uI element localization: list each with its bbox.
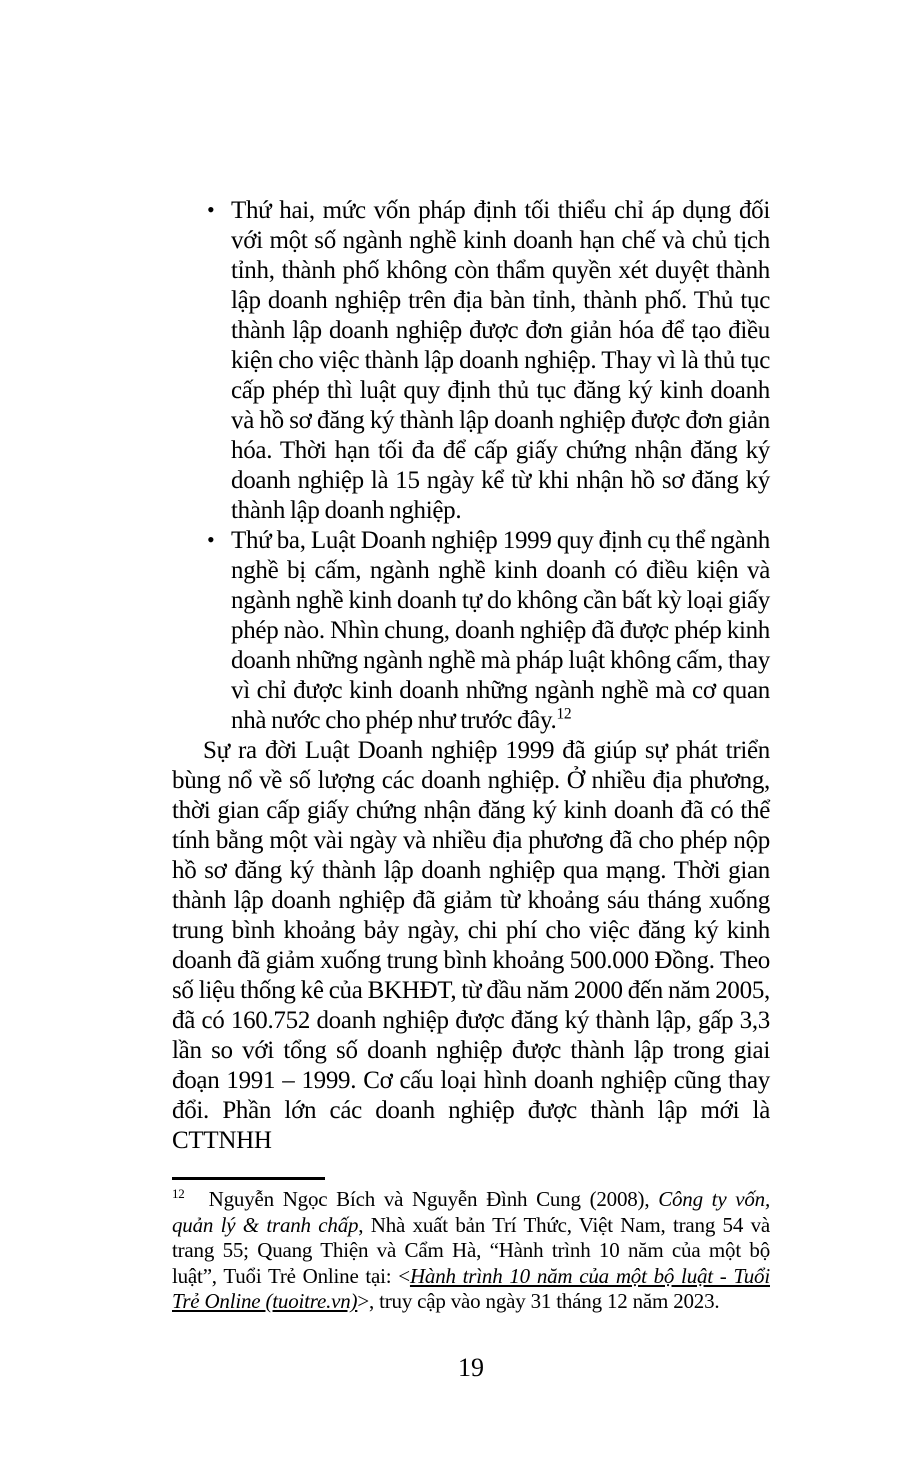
- footnote-ref: 12: [556, 705, 572, 723]
- footnote: [172, 1177, 770, 1315]
- page-number: 19: [458, 1353, 484, 1382]
- bullet-icon: •: [207, 197, 215, 222]
- footnote-marker: 12: [172, 1186, 185, 1201]
- bullet-list: [172, 196, 770, 736]
- page-body: [172, 196, 770, 1156]
- footnote-book-title: Công ty vốn, quản lý & tranh chấp: [172, 1187, 770, 1237]
- footnote-segment: Nguyễn Ngọc Bích và Nguyễn Đình Cung (2008),: [208, 1187, 659, 1211]
- bullet-icon: •: [207, 527, 215, 552]
- footnote-divider: [172, 1177, 325, 1180]
- footnote-text: [172, 1187, 770, 1315]
- body-paragraph: Sự ra đời Luật Doanh nghiệp 1999 đã giúp sự phát triển bùng nổ về số lượng các doanh nghiệp. Ở nhiều địa phương, thời gian cấp giấy chứng nhận đăng ký kinh doanh đã có thể tính bằng một vài ngày và nhiều địa phương đã cho phép nộp hồ sơ đăng ký thành lập doanh nghiệp qua mạng. Thời gian thành lập doanh nghiệp đã giảm từ khoảng sáu tháng xuống trung bình khoảng bảy ngày, chi phí cho việc đăng ký kinh doanh đã giảm xuống trung bình khoảng 500.000 Đồng. Theo số liệu thống kê của BKHĐT, từ đầu năm 2000 đến năm 2005, đã có 160.752 doanh nghiệp được đăng ký thành lập, gấp 3,3 lần so với tổng số doanh nghiệp được thành lập trong giai đoạn 1991 – 1999. Cơ cấu loại hình doanh nghiệp cũng thay đổi. Phần lớn các doanh nghiệp được thành lập mới là CTTNHH: [172, 737, 770, 1154]
- bullet-text: Thứ hai, mức vốn pháp định tối thiểu chỉ áp dụng đối với một số ngành nghề kinh doanh hạn chế và chủ tịch tỉnh, thành phố không còn thẩm quyền xét duyệt thành lập doanh nghiệp trên địa bàn tỉnh, thành phố. Thủ tục thành lập doanh nghiệp được đơn giản hóa để tạo điều kiện cho việc thành lập doanh nghiệp. Thay vì là thủ tục cấp phép thì luật quy định thủ tục đăng ký kinh doanh và hồ sơ đăng ký thành lập doanh nghiệp được đơn giản hóa. Thời hạn tối đa để cấp giấy chứng nhận đăng ký doanh nghiệp là 15 ngày kể từ khi nhận hồ sơ đăng ký thành lập doanh nghiệp.: [231, 197, 770, 524]
- footnote-link[interactable]: Hành trình 10 năm của một bộ luật - Tuổi Trẻ Online (tuoitre.vn): [172, 1263, 770, 1313]
- bullet-text: Thứ ba, Luật Doanh nghiệp 1999 quy định cụ thể ngành nghề bị cấm, ngành nghề kinh doanh có điều kiện và ngành nghề kinh doanh tự do không cần bất kỳ loại giấy phép nào. Nhìn chung, doanh nghiệp đã được phép kinh doanh những ngành nghề mà pháp luật không cấm, thay vì chỉ được kinh doanh những ngành nghề mà cơ quan nhà nước cho phép như trước đây.: [231, 527, 770, 734]
- footnote-segment: >, truy cập vào ngày 31 tháng 12 năm 2023.: [357, 1289, 720, 1313]
- list-item: [207, 196, 770, 526]
- list-item: [207, 526, 770, 736]
- footnote-segment: , Nhà xuất bản Trí Thức, Việt Nam, trang 54 và trang 55; Quang Thiện và Cẩm Hà, “Hành trình 10 năm của một bộ luật”, Tuổi Trẻ Online tại: <: [172, 1212, 770, 1288]
